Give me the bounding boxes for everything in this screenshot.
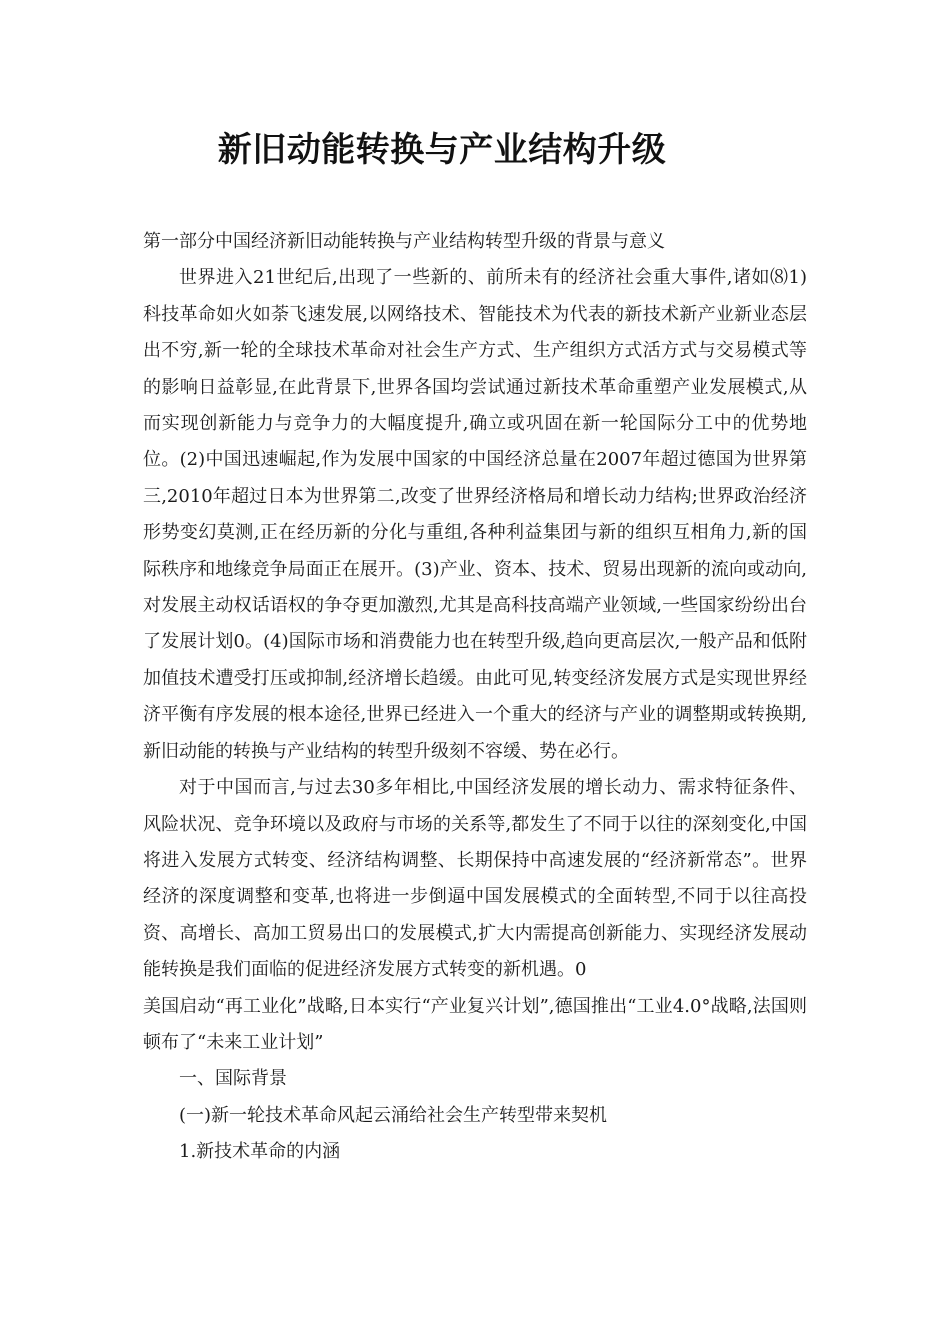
footnote-text: 美国启动“再工业化”战略,日本实行“产业复兴计划”,德国推出“工业4.0°战略,法国则顿布了“未来工业计划” <box>143 995 807 1053</box>
document-body <box>143 224 807 1171</box>
document-title: 新旧动能转换与产业结构升级 <box>217 130 667 170</box>
outline-heading-level-1: 一、国际背景 <box>179 1068 287 1090</box>
paragraph-china-context: 对于中国而言,与过去30多年相比,中国经济发展的增长动力、需求特征条件、风险状况、竞争环境以及政府与市场的关系等,都发生了不同于以往的深刻变化,中国将进入发展方式转变、经济结构调整、长期保持中高速发展的“经济新常态”。世界经济的深度调整和变革,也将进一步倒逼中国发展模式的全面转型,不同于以往高投资、高增长、高加工贸易出口的发展模式,扩大内需提高创新能力、实现经济发展动能转换是我们面临的促进经济发展方式转变的新机遇。0 <box>143 777 807 981</box>
section-heading: 第一部分中国经济新旧动能转换与产业结构转型升级的背景与意义 <box>143 231 665 252</box>
outline-heading-level-2: (一)新一轮技术革命风起云涌给社会生产转型带来契机 <box>179 1104 608 1126</box>
paragraph-global-events: 世界进入21世纪后,出现了一些新的、前所未有的经济社会重大事件,诸如⑻1)科技革命如火如荼飞速发展,以网络技术、智能技术为代表的新技术新产业新业态层出不穷,新一轮的全球技术革命对社会生产方式、生产组织方式活方式与交易模式等的影响日益彰显,在此背景下,世界各国均尝试通过新技术革命重塑产业发展模式,从而实现创新能力与竞争力的大幅度提升,确立或巩固在新一轮国际分工中的优势地位。(2)中国迅速崛起,作为发展中国家的中国经济总量在2007年超过德国为世界第三,2010年超过日本为世界第二,改变了世界经济格局和增长动力结构;世界政治经济形势变幻莫测,正在经历新的分化与重组,各种利益集团与新的组织互相角力,新的国际秩序和地缘竞争局面正在展开。(3)产业、资本、技术、贸易出现新的流向或动向,对发展主动权话语权的争夺更加激烈,尤其是高科技高端产业领域,一些国家纷纷出台了发展计划0。(4)国际市场和消费能力也在转型升级,趋向更高层次,一般产品和低附加值技术遭受打压或抑制,经济增长趋缓。由此可见,转变经济发展方式是实现世界经济平衡有序发展的根本途径,世界已经进入一个重大的经济与产业的调整期或转换期,新旧动能的转换与产业结构的转型升级刻不容缓、势在必行。 <box>143 267 807 762</box>
outline-heading-level-3: 1.新技术革命的内涵 <box>179 1141 341 1163</box>
